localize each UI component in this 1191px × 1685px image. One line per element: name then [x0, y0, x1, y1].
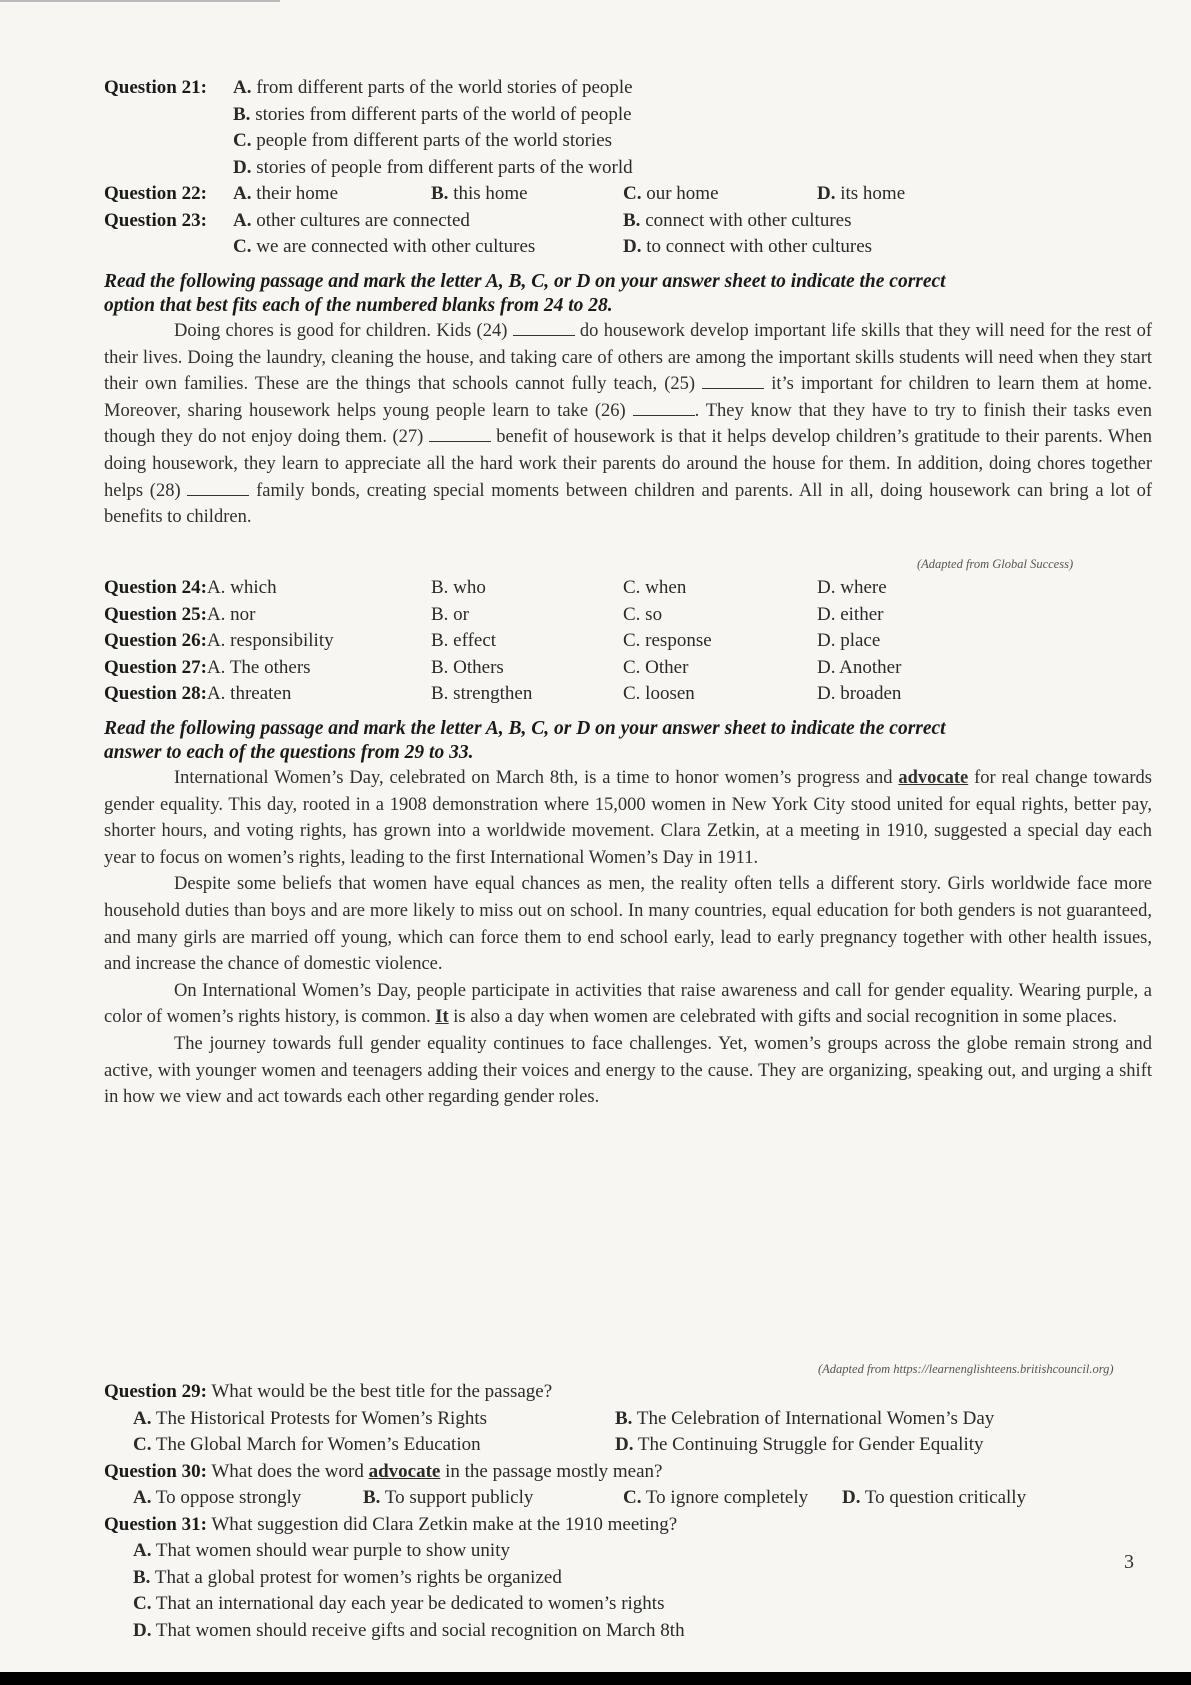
q24-option-d[interactable]: D. where: [817, 577, 887, 598]
passage-paragraph-2: Despite some beliefs that women have equal chances as men, the reality often tells a different story. Girls worldwide face more household duties than boys and are more likely to miss out on school. In many countries, equal education for both genders is not guaranteed, and many girls are married off young, which can force them to end school early, lead to early pregnancy together with other health issues, and increase the chance of domestic violence.: [104, 874, 1152, 975]
passage-chores-source: (Adapted from Global Success): [917, 557, 1074, 571]
q24-option-c[interactable]: C. when: [623, 577, 687, 598]
q27-row: Question 27:A. The others: [104, 657, 311, 678]
q22-option-c[interactable]: C. our home: [623, 183, 719, 204]
blank-26: [633, 401, 695, 416]
q25-option-a[interactable]: A. nor: [206, 604, 256, 625]
top-edge-line: [0, 0, 280, 2]
q30-option-a[interactable]: A. To oppose strongly: [133, 1487, 302, 1508]
instruction-29-33-line2: answer to each of the questions from 29 to 33.: [104, 742, 474, 763]
instruction-24-28-line2: option that best fits each of the numbered blanks from 24 to 28.: [104, 295, 613, 316]
q28-option-b[interactable]: B. strengthen: [431, 683, 533, 704]
q28-option-c[interactable]: C. loosen: [623, 683, 695, 704]
bottom-scan-edge: [0, 1672, 1191, 1685]
q30-option-d[interactable]: D. To question critically: [842, 1487, 1027, 1508]
blank-25: [702, 374, 764, 389]
question-22-label: Question 22:: [104, 183, 207, 204]
q29-option-b[interactable]: B. The Celebration of International Women’s Day: [615, 1408, 995, 1429]
q29-option-c[interactable]: C. The Global March for Women’s Education: [133, 1434, 481, 1455]
q30-word-advocate: advocate: [368, 1461, 441, 1482]
question-21-label: Question 21:: [104, 77, 207, 98]
q26-option-c[interactable]: C. response: [623, 630, 712, 651]
instruction-29-33: [104, 717, 1149, 765]
q30-option-b[interactable]: B. To support publicly: [363, 1487, 534, 1508]
q24-row: Question 24:A. which: [104, 577, 277, 598]
passage-paragraph-4: The journey towards full gender equality continues to face challenges. Yet, women’s groups across the globe remain strong and active, with younger women and teenagers adding their voices and energy to the cause. They are organizing, speaking out, and urging a shift in how we view and act towards each other regarding gender roles.: [104, 1033, 1152, 1108]
q23-option-b[interactable]: B. connect with other cultures: [623, 210, 852, 231]
passage-paragraph-1: International Women’s Day, celebrated on March 8th, is a time to honor women’s progress and advocate for real change towards gender equality. This day, rooted in a 1908 demonstration where 15,000 women in New York City stood united for equal rights, better pay, shorter hours, and voting rights, has grown into a worldwide movement. Clara Zetkin, at a meeting in 1910, suggested a special day each year to focus on women’s rights, leading to the first International Women’s Day in 1911.: [104, 768, 1152, 868]
q22-option-d[interactable]: D. its home: [817, 183, 906, 204]
q22-option-a[interactable]: A. their home: [233, 183, 339, 204]
question-30: Question 30: What does the word advocate in the passage mostly mean?: [104, 1461, 663, 1482]
q29-option-d[interactable]: D. The Continuing Struggle for Gender Equality: [615, 1434, 984, 1455]
instruction-24-28: [104, 270, 1149, 318]
q29-option-a[interactable]: A. The Historical Protests for Women’s Rights: [133, 1408, 488, 1429]
passage-womens-day: [104, 765, 1152, 1111]
q31-option-d[interactable]: D. That women should receive gifts and social recognition on March 8th: [133, 1620, 685, 1641]
passage-chores: [104, 318, 1152, 531]
instruction-24-28-line1: Read the following passage and mark the letter A, B, C, or D on your answer sheet to indicate the correct: [104, 271, 946, 292]
q28-option-a[interactable]: A. threaten: [206, 683, 292, 704]
q21-option-c[interactable]: C. people from different parts of the world stories: [233, 130, 613, 151]
q30-option-c[interactable]: C. To ignore completely: [623, 1487, 809, 1508]
blank-24: [513, 321, 575, 336]
q21-option-d[interactable]: D. stories of people from different parts of the world: [233, 157, 633, 178]
q23-option-a[interactable]: A. other cultures are connected: [233, 210, 470, 231]
q25-option-d[interactable]: D. either: [817, 604, 884, 625]
passage-paragraph-3: On International Women’s Day, people participate in activities that raise awareness and call for gender equality. Wearing purple, a color of women’s rights history, is common. It is also a day when women are celebrated with gifts and social recognition in some places.: [104, 980, 1152, 1028]
passage-womens-day-source: (Adapted from https://learnenglishteens.britishcouncil.org): [818, 1362, 1114, 1376]
q27-option-c[interactable]: C. Other: [623, 657, 689, 678]
q26-option-a[interactable]: A. responsibility: [206, 630, 334, 651]
q23-option-c[interactable]: C. we are connected with other cultures: [233, 236, 536, 257]
blank-28: [187, 481, 249, 496]
word-advocate: advocate: [898, 768, 969, 788]
q25-option-b[interactable]: B. or: [431, 604, 469, 625]
q31-option-b[interactable]: B. That a global protest for women’s rights be organized: [133, 1567, 562, 1588]
q31-option-c[interactable]: C. That an international day each year be dedicated to women’s rights: [133, 1593, 665, 1614]
page-number: 3: [1124, 1551, 1134, 1573]
word-it: It: [435, 1007, 449, 1028]
q25-row: Question 25:A. nor: [104, 604, 256, 625]
q23-option-d[interactable]: D. to connect with other cultures: [623, 236, 873, 257]
q26-option-b[interactable]: B. effect: [431, 630, 497, 651]
blank-27: [429, 427, 491, 442]
q27-option-b[interactable]: B. Others: [431, 657, 504, 678]
question-23-label: Question 23:: [104, 210, 207, 231]
q22-option-b[interactable]: B. this home: [431, 183, 528, 204]
q28-option-d[interactable]: D. broaden: [817, 683, 902, 704]
q25-option-c[interactable]: C. so: [623, 604, 663, 625]
q31-option-a[interactable]: A. That women should wear purple to show unity: [133, 1540, 510, 1561]
q24-option-b[interactable]: B. who: [431, 577, 486, 598]
q27-option-a[interactable]: A. The others: [206, 657, 311, 678]
question-31: Question 31: What suggestion did Clara Zetkin make at the 1910 meeting?: [104, 1514, 678, 1535]
passage-chores-body: Doing chores is good for children. Kids (24) do housework develop important life skills that they will need for the rest of their lives. Doing the laundry, cleaning the house, and taking care of others are among the important skills students will need when they start their own families. These are the things that schools cannot fully teach, (25) it’s important for children to learn them at home. Moreover, sharing housework helps young people learn to take (26) . They know that they have to try to finish their tasks even though they do not enjoy doing them. (27) benefit of housework is that it helps develop children’s gratitude to their parents. When doing housework, they learn to appreciate all the hard work their parents do around the house for them. In addition, doing chores together helps (28) family bonds, creating special moments between children and parents. All in all, doing housework can bring a lot of benefits to children.: [104, 321, 1153, 528]
q26-row: Question 26:A. responsibility: [104, 630, 334, 651]
q27-option-d[interactable]: D. Another: [817, 657, 902, 678]
q21-option-b[interactable]: B. stories from different parts of the world of people: [233, 104, 632, 125]
question-29: Question 29: What would be the best title for the passage?: [104, 1381, 553, 1402]
q24-option-a[interactable]: A. which: [206, 577, 277, 598]
q26-option-d[interactable]: D. place: [817, 630, 881, 651]
q28-row: Question 28:A. threaten: [104, 683, 292, 704]
q21-option-a[interactable]: A. from different parts of the world stories of people: [233, 77, 633, 98]
instruction-29-33-line1: Read the following passage and mark the letter A, B, C, or D on your answer sheet to indicate the correct: [104, 718, 946, 739]
